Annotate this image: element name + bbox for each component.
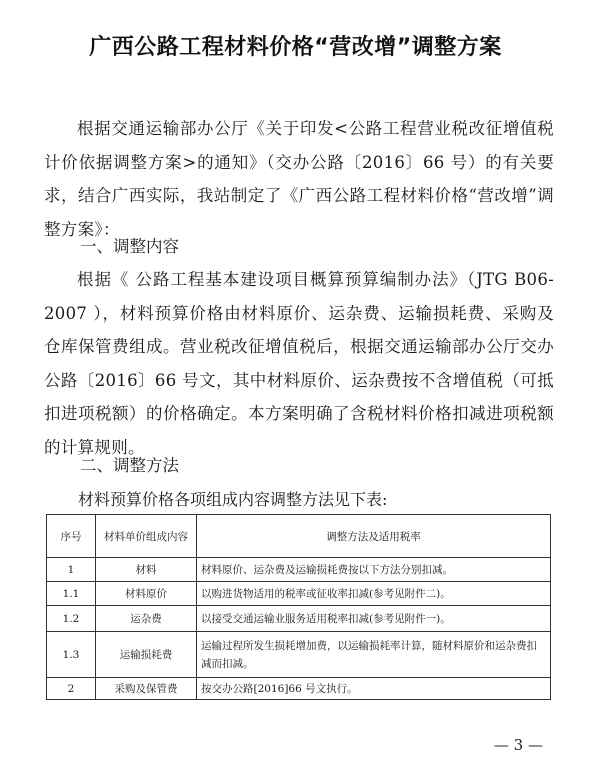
table-header-row [47,515,551,558]
row-no: 1.3 [47,632,96,678]
row-method: 材料原价、运杂费及运输损耗费按以下方法分别扣减。 [197,558,551,582]
table-row [47,606,551,632]
row-method: 以购进货物适用的税率或征收率扣减(参考见附件二)。 [197,582,551,606]
page-number: — 3 — [493,736,543,754]
intro-paragraph: 根据交通运输部办公厅《关于印发<公路工程营业税改征增值税计价依据调整方案>的通知》（交办公路〔2016〕66 号）的有关要求，结合广西实际，我站制定了《广西公路工程材料价格“营改增”调整方案》： [44,119,554,239]
content-paragraph: 根据《 公路工程基本建设项目概算预算编制办法》（JTG B06-2007 ），材料预算价格由材料原价、运杂费、运输损耗费、采购及仓库保管费组成。营业税改征增值税后，根据交通运输部办公厅交办公路〔2016〕66 号文，其中材料原价、运杂费按不含增值税（可抵扣进项税额）的价格确定。本方案明确了含税材料价格扣减进项税额的计算规则。 [44,270,554,457]
row-item: 材料 [96,558,197,582]
document-title: 广西公路工程材料价格“营改增”调整方案 [89,35,502,60]
table-row [47,632,551,678]
adjustment-table [46,514,551,700]
row-no: 1.2 [47,606,96,632]
row-no: 1.1 [47,582,96,606]
row-no: 2 [47,678,96,700]
row-item: 材料原价 [96,582,197,606]
header-method: 调整方法及适用税率 [197,515,551,558]
table-row [47,582,551,606]
row-method: 按交办公路[2016]66 号文执行。 [197,678,551,700]
row-method: 以接受交通运输业服务适用税率扣减(参考见附件一)。 [197,606,551,632]
table-intro: 材料预算价格各项组成内容调整方法见下表: [78,490,388,509]
header-no: 序号 [47,515,96,558]
row-item: 运输损耗费 [96,632,197,678]
row-no: 1 [47,558,96,582]
header-item: 材料单价组成内容 [96,515,197,558]
section-heading-adjustment-method: 二、调整方法 [80,456,179,475]
section-heading-adjustment-content: 一、调整内容 [80,237,179,256]
row-item: 运杂费 [96,606,197,632]
table-row [47,558,551,582]
row-item: 采购及保管费 [96,678,197,700]
row-method: 运输过程所发生损耗增加费，以运输损耗率计算，随材料原价和运杂费扣减而扣减。 [197,632,551,678]
table-row [47,678,551,700]
